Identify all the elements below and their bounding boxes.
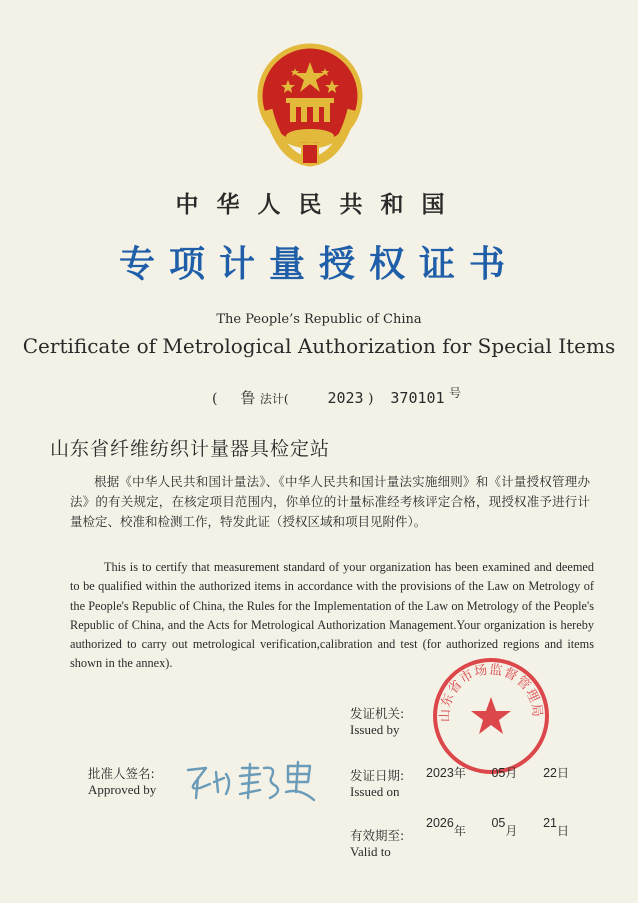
official-seal-icon [430, 655, 552, 777]
cert-number-value: 370101 [390, 389, 445, 407]
issued-on-date [426, 764, 569, 781]
svg-text:山东省市场监督管理局: 山东省市场监督管理局 [437, 662, 545, 723]
valid-to-label-cn: 有效期至: [350, 828, 405, 843]
cert-number-middle: 法计( [259, 392, 289, 406]
approved-by-block [88, 764, 156, 798]
valid-to-block [350, 826, 404, 860]
national-emblem-icon [250, 40, 370, 170]
certificate-number [212, 387, 461, 408]
valid-day: 21 [543, 816, 557, 830]
valid-to-label-en: Valid to [350, 844, 391, 859]
issued-day: 22 [543, 766, 557, 780]
valid-year: 2026 [426, 816, 454, 830]
issued-year-unit: 年 [453, 766, 466, 780]
cert-number-prefix: 鲁 [240, 389, 256, 407]
issued-month: 05 [491, 766, 506, 780]
cert-number-open: ( [212, 391, 218, 407]
valid-to-date [426, 816, 569, 838]
valid-month-unit: 月 [505, 824, 518, 838]
issued-on-label-en: Issued on [350, 784, 400, 799]
certificate-title-en: Certificate of Metrological Authorization for Special Items [22, 334, 616, 358]
issued-month-unit: 月 [505, 766, 518, 780]
issued-by-block [350, 704, 404, 738]
country-title-en: The People’s Republic of China [216, 312, 422, 327]
valid-day-unit: 日 [556, 824, 569, 838]
cert-number-year: 2023 [327, 389, 364, 407]
issued-by-label-cn: 发证机关: [350, 706, 405, 721]
issued-by-label-en: Issued by [350, 722, 400, 737]
body-text-en: This is to certify that measurement standard of your organization has been examined and deemed to be qualified within the authorized items in accordance with the provisions of the Law on Metrology of the People's Republic of China, the Rules for the Implementation of the Law on Metrology of the People's Republic of China, and the Acts for Metrological Authorization Management.Your organization is hereby authorized to carry out metrological verification,calibration and test (for authorized regions and items shown in the annex). [70, 560, 594, 671]
issued-year: 2023 [426, 766, 454, 780]
organization-name: 山东省纤维纺织计量器具检定站 [50, 438, 331, 460]
approved-by-label-cn: 批准人签名: [88, 766, 155, 781]
issued-on-label-cn: 发证日期: [350, 768, 405, 783]
issued-day-unit: 日 [556, 766, 569, 780]
certificate-title-cn: 专项计量授权证书 [118, 243, 519, 285]
valid-year-unit: 年 [453, 824, 466, 838]
signature-image [180, 758, 330, 806]
body-text-cn: 根据《中华人民共和国计量法》、《中华人民共和国计量法实施细则》和《计量授权管理办法》的有关规定，在核定项目范围内，你单位的计量标准经考核评定合格，现授权准予进行计量检定、校准和检测工作，特发此证（授权区域和项目见附件）。 [70, 474, 590, 529]
valid-month: 05 [491, 816, 506, 830]
cert-number-suffix: 号 [449, 386, 462, 400]
country-title-cn: 中华人民共和国 [175, 191, 463, 218]
approved-by-label-en: Approved by [88, 782, 157, 797]
cert-number-close: ) [368, 391, 374, 407]
issued-on-block [350, 766, 404, 800]
